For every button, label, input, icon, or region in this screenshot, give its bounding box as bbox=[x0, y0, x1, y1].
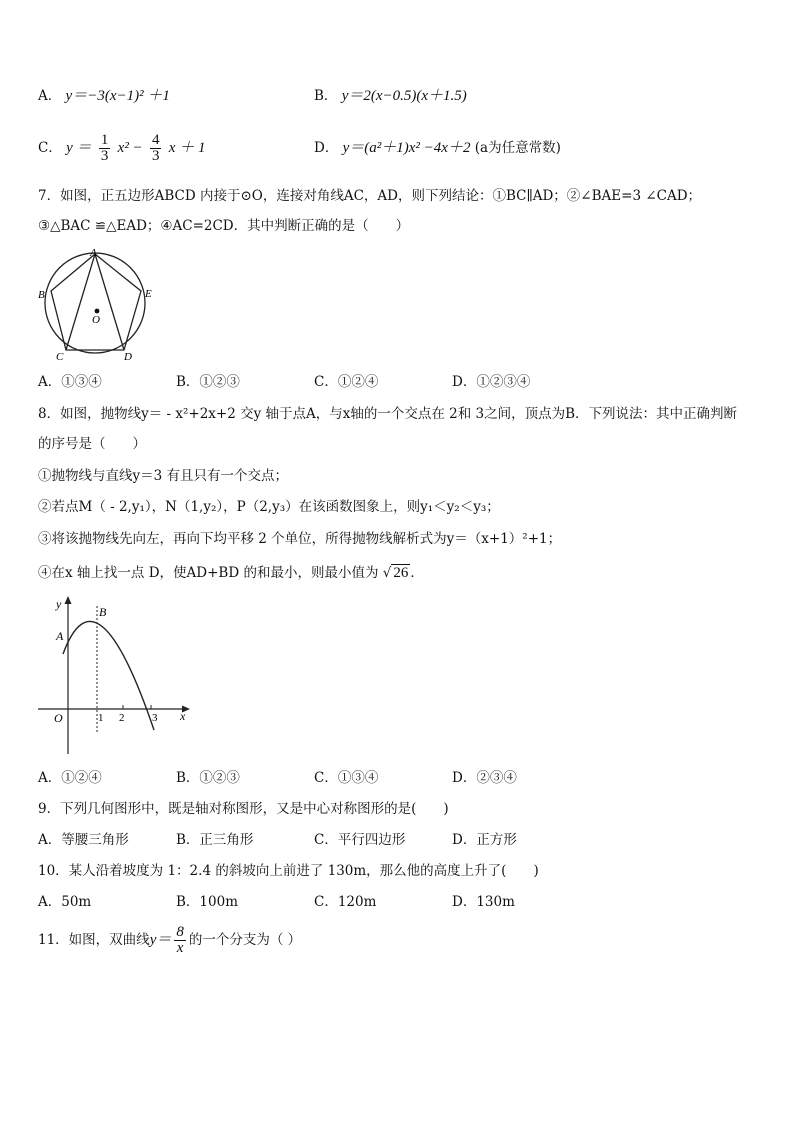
label-e: E bbox=[145, 288, 152, 300]
stem-text: 11．如图，双曲线 bbox=[38, 932, 150, 948]
q8-stem-line1: 8．如图，抛物线y＝ - x²+2x+2 交y 轴于点A，与x轴的一个交点在 2和 3之间，顶点为B．下列说法：其中正确判断 bbox=[38, 406, 738, 422]
parabola-curve bbox=[63, 621, 154, 730]
pentagon-figure bbox=[32, 246, 156, 364]
option-label: B． bbox=[176, 374, 200, 390]
center-point bbox=[95, 309, 100, 314]
q9-option-c[interactable] bbox=[314, 830, 405, 850]
sqrt-sign: √ bbox=[382, 565, 392, 581]
point-label-a: A bbox=[56, 629, 64, 643]
x-axis-label: x bbox=[180, 709, 186, 723]
tick-label-3: 3 bbox=[152, 712, 158, 724]
option-label: A． bbox=[38, 88, 62, 104]
q8-statement-4 bbox=[38, 563, 424, 583]
formula-part: y＝ bbox=[149, 932, 172, 948]
y-axis-arrow bbox=[65, 596, 72, 604]
q6-option-a[interactable] bbox=[38, 86, 170, 106]
option-text: ①③④ bbox=[337, 770, 379, 786]
formula: y＝2(x−0.5)(x＋1.5) bbox=[341, 88, 467, 104]
y-axis-label: y bbox=[56, 597, 62, 611]
q7-option-b[interactable] bbox=[176, 372, 240, 392]
stem-text: 的一个分支为（ ） bbox=[188, 932, 302, 948]
statement-end: ． bbox=[410, 565, 424, 581]
option-label: D． bbox=[452, 770, 477, 786]
fraction: $\frac{4}{3}$ bbox=[151, 132, 160, 164]
q8-option-c[interactable] bbox=[314, 768, 378, 788]
q10-stem: 10．某人沿着坡度为 1：2.4 的斜坡向上前进了 130m，那么他的高度上升了( ) bbox=[38, 863, 539, 879]
option-label: C． bbox=[314, 832, 338, 848]
formula-part: y ＝ bbox=[66, 140, 92, 156]
tick-label-1: 1 bbox=[98, 712, 104, 724]
option-label: A． bbox=[38, 832, 62, 848]
option-text: 平行四边形 bbox=[337, 832, 406, 848]
option-text: ②③④ bbox=[476, 770, 517, 786]
q8-option-a[interactable] bbox=[38, 768, 102, 788]
option-note: (a为任意常数) bbox=[474, 140, 561, 156]
option-label: A． bbox=[38, 894, 62, 910]
option-label: D． bbox=[314, 140, 339, 156]
option-text: ①②③ bbox=[199, 374, 240, 390]
option-text: ①②③④ bbox=[476, 374, 531, 390]
option-label: A． bbox=[38, 770, 62, 786]
option-label: C． bbox=[314, 374, 338, 390]
q9-stem: 9．下列几何图形中，既是轴对称图形，又是中心对称图形的是( ) bbox=[38, 801, 449, 817]
option-label: C． bbox=[314, 770, 338, 786]
q6-option-b[interactable] bbox=[314, 86, 467, 106]
origin-label: O bbox=[54, 711, 63, 725]
formula: y＝−3(x−1)² ＋1 bbox=[65, 88, 170, 104]
formula-part: x ＋ 1 bbox=[168, 140, 206, 156]
q10-option-b[interactable] bbox=[176, 892, 238, 912]
option-label: D． bbox=[452, 894, 477, 910]
option-text: ①②③ bbox=[199, 770, 240, 786]
q8-option-d[interactable] bbox=[452, 768, 517, 788]
label-b: B bbox=[38, 289, 45, 301]
option-label: D． bbox=[452, 374, 477, 390]
q8-option-b[interactable] bbox=[176, 768, 240, 788]
option-text: ①②④ bbox=[61, 770, 102, 786]
diagonal-ad bbox=[95, 254, 124, 350]
option-label: A． bbox=[38, 374, 62, 390]
option-text: ①③④ bbox=[61, 374, 102, 390]
option-text: 正方形 bbox=[476, 832, 517, 848]
q10-option-a[interactable] bbox=[38, 892, 91, 912]
option-text: 120m bbox=[337, 894, 377, 910]
q11-stem bbox=[38, 922, 301, 958]
label-d: D bbox=[124, 351, 132, 363]
q9-option-d[interactable] bbox=[452, 830, 517, 850]
q8-statement-3: ③将该抛物线先向左，再向下均平移 2 个单位，所得抛物线解析式为y＝（x+1）²+1； bbox=[38, 531, 562, 547]
circumcircle bbox=[45, 253, 145, 353]
q9-option-b[interactable] bbox=[176, 830, 253, 850]
q10-option-d[interactable] bbox=[452, 892, 515, 912]
q7-stem-line1: 7．如图，正五边形ABCD 内接于⊙O，连接对角线AC，AD，则下列结论：①BC∥AD；②∠BAE=3 ∠CAD； bbox=[38, 188, 702, 204]
option-text: 等腰三角形 bbox=[61, 832, 129, 848]
pentagon bbox=[51, 254, 141, 350]
q7-option-c[interactable] bbox=[314, 372, 378, 392]
tick-label-2: 2 bbox=[119, 712, 125, 724]
q6-option-c[interactable] bbox=[38, 130, 205, 166]
vertex-label-b: B bbox=[99, 605, 107, 619]
q7-option-d[interactable] bbox=[452, 372, 530, 392]
q9-option-a[interactable] bbox=[38, 830, 129, 850]
option-label: B． bbox=[176, 832, 200, 848]
option-label: D． bbox=[452, 832, 477, 848]
diagonal-ac bbox=[66, 254, 95, 350]
fraction: $\frac{8}{x}$ bbox=[176, 924, 184, 956]
label-o: O bbox=[92, 314, 100, 326]
option-label: B． bbox=[314, 88, 338, 104]
q6-option-d[interactable] bbox=[314, 138, 561, 158]
option-label: B． bbox=[176, 894, 200, 910]
option-text: 100m bbox=[199, 894, 238, 910]
label-a: A bbox=[90, 247, 97, 259]
q10-option-c[interactable] bbox=[314, 892, 376, 912]
q7-stem-line2: ③△BAC ≌△EAD；④AC=2CD．其中判断正确的是（ ） bbox=[38, 218, 410, 234]
option-label: B． bbox=[176, 770, 200, 786]
option-text: 50m bbox=[61, 894, 92, 910]
option-text: ①②④ bbox=[337, 374, 379, 390]
formula: y＝(a²＋1)x² −4x＋2 bbox=[342, 140, 471, 156]
statement-text: ④在x 轴上找一点 D，使AD+BD 的和最小，则最小值为 bbox=[38, 565, 379, 581]
option-text: 130m bbox=[476, 894, 515, 910]
option-text: 正三角形 bbox=[199, 832, 254, 848]
sqrt-radicand: 26 bbox=[393, 565, 409, 581]
parabola-graph bbox=[34, 592, 194, 758]
fraction: $\frac{1}{3}$ bbox=[100, 132, 109, 164]
q7-option-a[interactable] bbox=[38, 372, 102, 392]
q8-stem-line2: 的序号是（ ） bbox=[38, 436, 146, 452]
option-label: C． bbox=[314, 894, 338, 910]
q8-statement-2: ②若点M（ - 2,y₁），N（1,y₂），P（2,y₃）在该函数图象上，则y₁＜y₂＜y₃； bbox=[38, 499, 500, 515]
formula-part: x² − bbox=[117, 140, 143, 156]
option-label: C． bbox=[38, 140, 62, 156]
q8-statement-1: ①抛物线与直线y＝3 有且只有一个交点； bbox=[38, 468, 289, 484]
label-c: C bbox=[56, 351, 64, 363]
